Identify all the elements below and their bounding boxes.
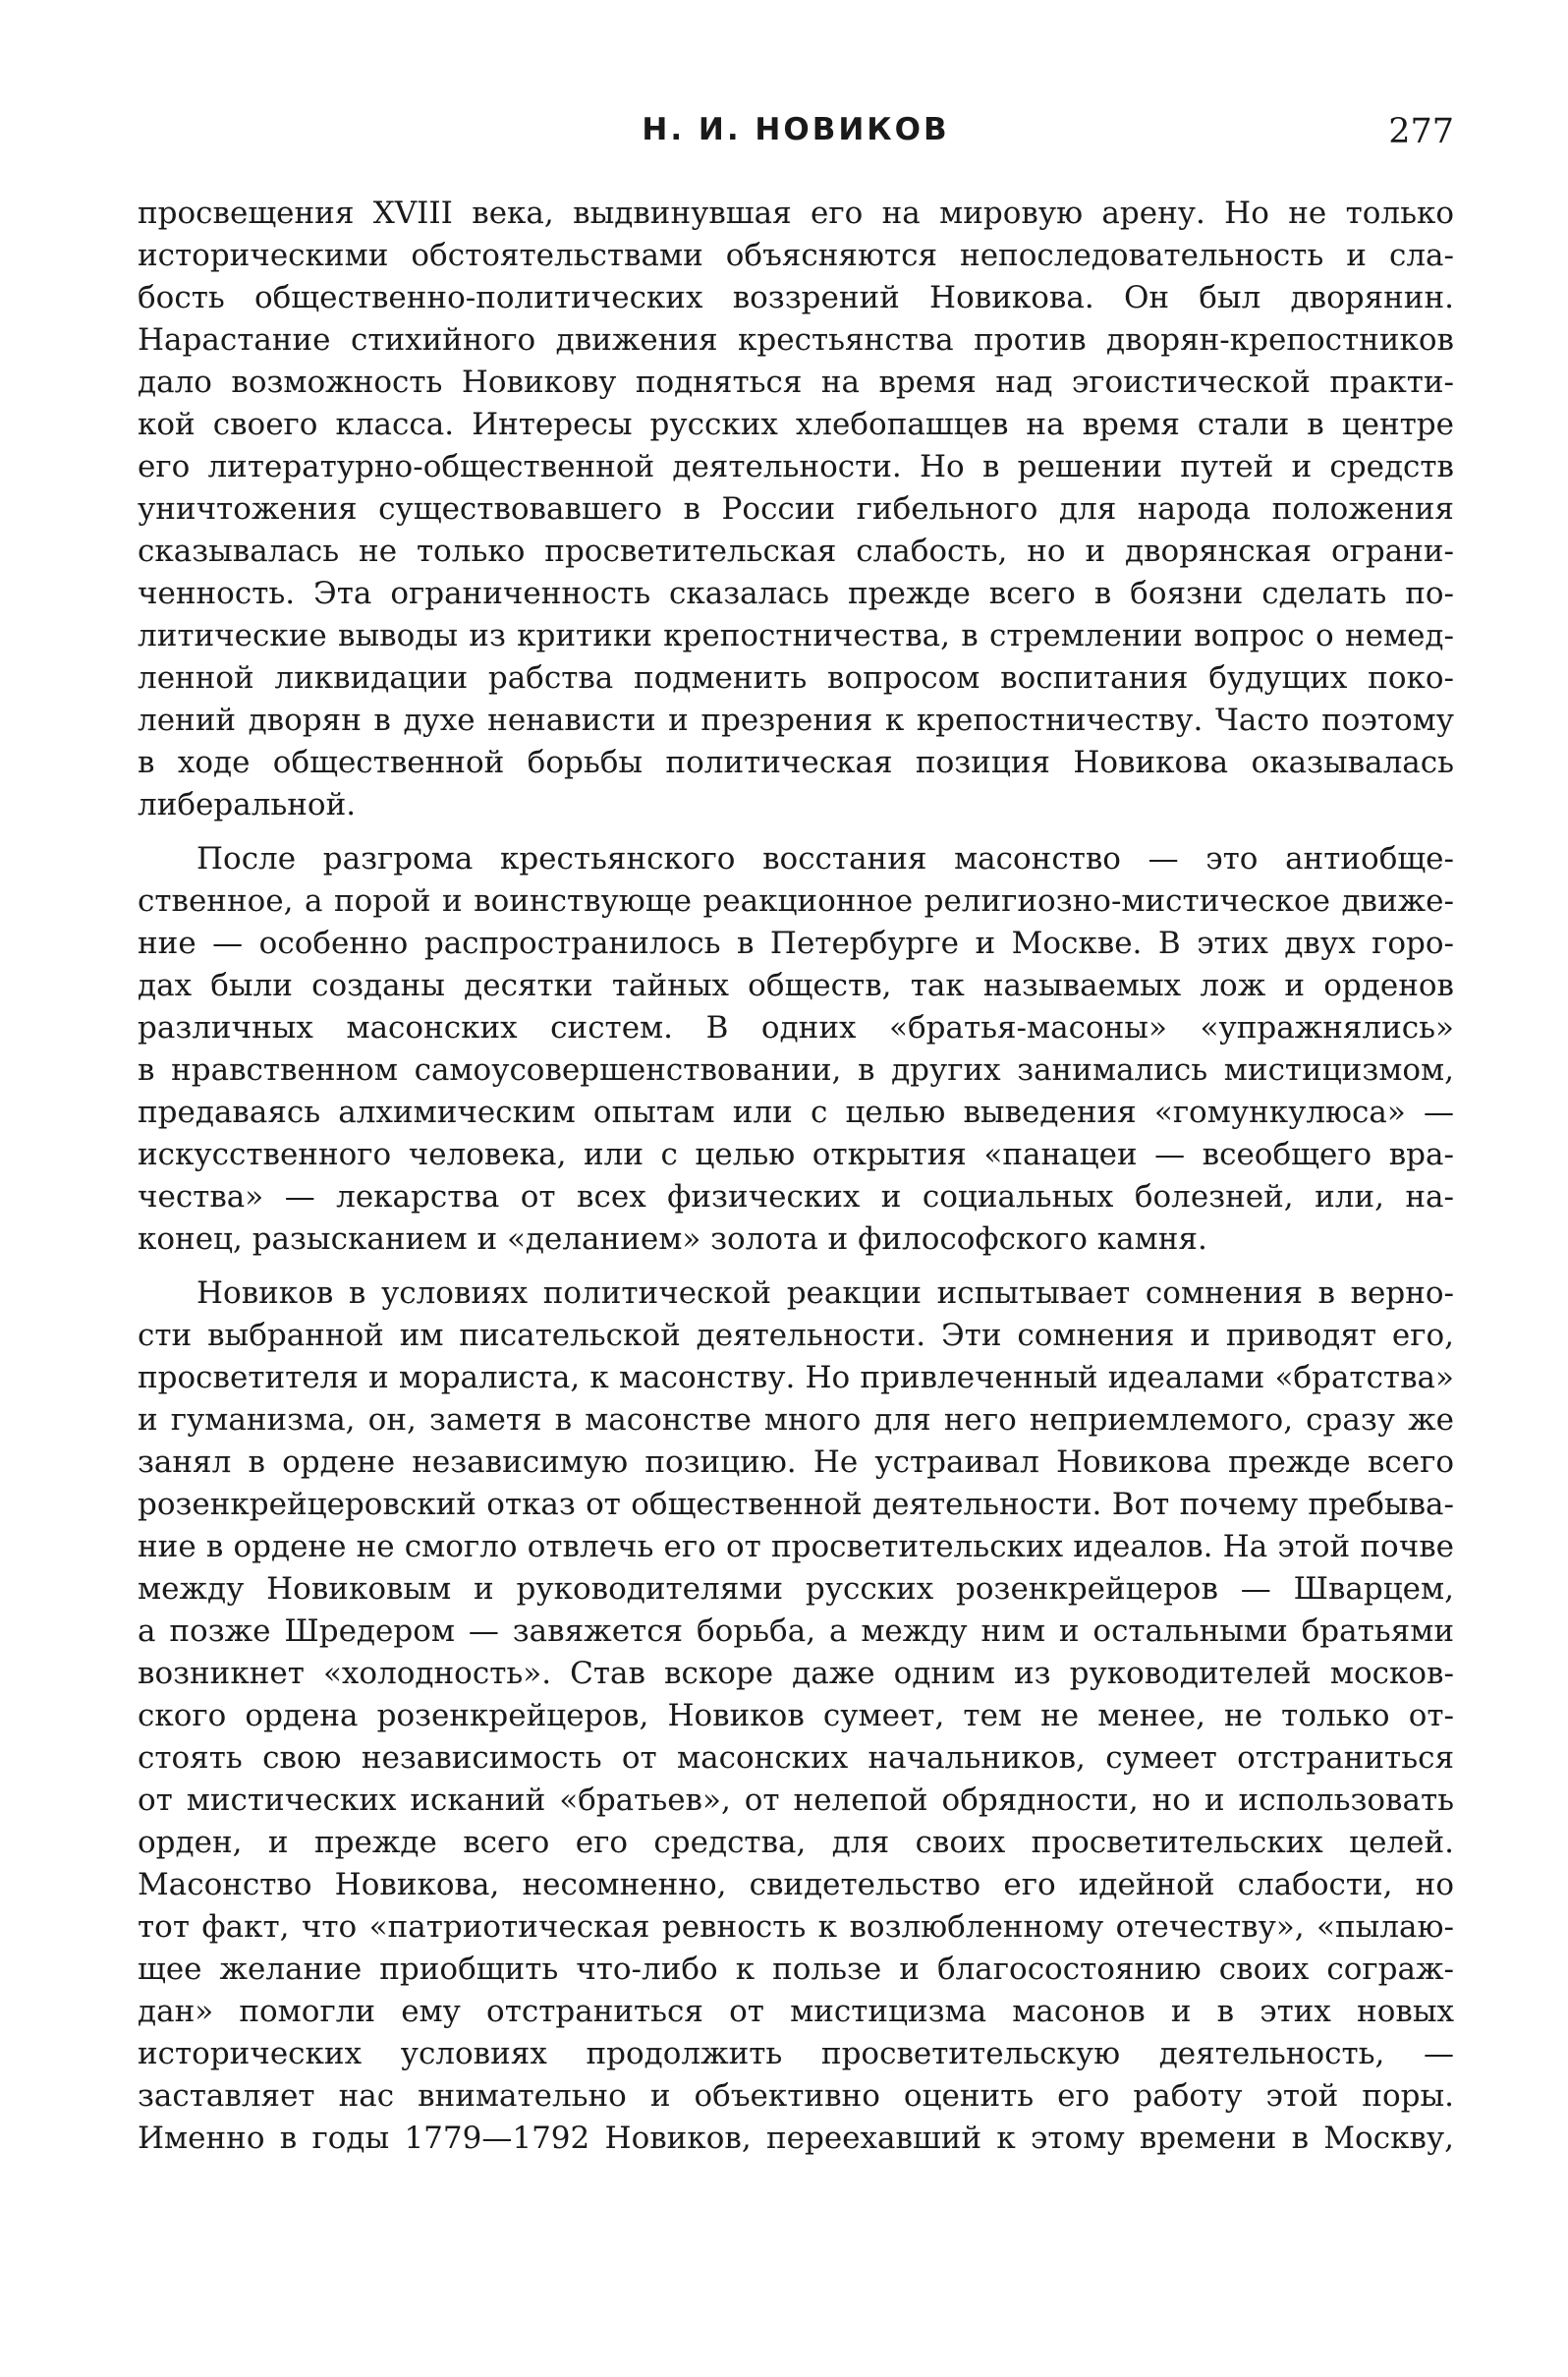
text-line: искусственного человека, или с целью открытия «панацеи — всеобщего вра- — [138, 1137, 1454, 1172]
text-line: предаваясь алхимическим опытам или с целью выведения «гомункулюса» — — [138, 1095, 1454, 1130]
text-line: сказывалась не только просветительская слабость, но и дворянская ограни- — [138, 534, 1454, 569]
text-line: дах были созданы десятки тайных обществ, так называемых лож и орденов — [138, 968, 1454, 1003]
text-line: занял в ордене независимую позицию. Не устраивал Новикова прежде всего — [138, 1444, 1454, 1480]
text-line: возникнет «холодность». Став вскоре даже одним из руководителей москов- — [138, 1656, 1454, 1691]
text-line: щее желание приобщить что-либо к пользе и благосостоянию своих сограж- — [138, 1952, 1454, 1987]
text-line: от мистических исканий «братьев», от нелепой обрядности, но и использовать — [138, 1783, 1454, 1818]
text-line: дало возможность Новикову подняться на время над эгоистической практи- — [138, 365, 1454, 400]
paragraph-3 — [138, 1273, 1454, 2160]
page-number: 277 — [1388, 112, 1454, 151]
text-line: ственное, а порой и воинствующе реакционное религиозно-мистическое движе- — [138, 883, 1454, 919]
text-line: ние в ордене не смогло отвлечь его от просветительских идеалов. На этой почве — [138, 1529, 1454, 1564]
text-line: просвещения XVIII века, выдвинувшая его на мировую арену. Но не только — [138, 196, 1454, 231]
text-line: Новиков в условиях политической реакции испытывает сомнения в верно- — [196, 1275, 1454, 1311]
text-line: Именно в годы 1779—1792 Новиков, переехавший к этому времени в Москву, — [138, 2121, 1454, 2156]
text-line: уничтожения существовавшего в России гибельного для народа положения — [138, 491, 1454, 527]
text-line: сти выбранной им писательской деятельности. Эти сомнения и приводят его, — [138, 1318, 1454, 1353]
text-line: литические выводы из критики крепостничества, в стремлении вопрос о немед- — [138, 618, 1454, 653]
text-line: тот факт, что «патриотическая ревность к возлюбленному отечеству», «пылаю- — [138, 1909, 1454, 1945]
paragraph-2 — [138, 838, 1454, 1261]
text-line: просветителя и моралиста, к масонству. Но привлеченный идеалами «братства» — [138, 1360, 1454, 1395]
text-line: различных масонских систем. В одних «братья-масоны» «упражнялись» — [138, 1010, 1454, 1046]
text-line: Нарастание стихийного движения крестьянства против дворян-крепостников — [138, 322, 1454, 358]
text-line: После разгрома крестьянского восстания масонство — это антиобще- — [196, 841, 1454, 877]
text-line: ского ордена розенкрейцеров, Новиков сумеет, тем не менее, не только от- — [138, 1698, 1454, 1733]
running-head — [138, 102, 1454, 161]
text-line: ние — особенно распространилось в Петербурге и Москве. В этих двух горо- — [138, 926, 1454, 961]
text-line: и гуманизма, он, заметя в масонстве много для него неприемлемого, сразу же — [138, 1402, 1454, 1438]
running-title: Н. И. НОВИКОВ — [642, 112, 950, 147]
text-line: лений дворян в духе ненависти и презрения к крепостничеству. Часто поэтому — [138, 703, 1454, 738]
text-line: ченность. Эта ограниченность сказалась прежде всего в боязни сделать по- — [138, 576, 1454, 611]
paragraph-1 — [138, 193, 1454, 826]
text-line: его литературно-общественной деятельности. Но в решении путей и средств — [138, 449, 1454, 484]
text-line: дан» помогли ему отстраниться от мистицизма масонов и в этих новых — [138, 1994, 1454, 2029]
text-line: кой своего класса. Интересы русских хлебопашцев на время стали в центре — [138, 407, 1454, 442]
text-line: в ходе общественной борьбы политическая позиция Новикова оказывалась — [138, 745, 1454, 780]
text-line: стоять свою независимость от масонских начальников, сумеет отстраниться — [138, 1740, 1454, 1776]
text-line: заставляет нас внимательно и объективно оценить его работу этой поры. — [138, 2078, 1454, 2114]
text-line: конец, разысканием и «деланием» золота и философского камня. — [138, 1221, 1207, 1257]
text-line: исторических условиях продолжить просветительскую деятельность, — — [138, 2036, 1454, 2071]
text-line: либеральной. — [138, 787, 357, 822]
text-line: историческими обстоятельствами объясняются непоследовательность и сла- — [138, 238, 1454, 273]
text-line: между Новиковым и руководителями русских розенкрейцеров — Шварцем, — [138, 1571, 1454, 1607]
text-line: орден, и прежде всего его средства, для своих просветительских целей. — [138, 1825, 1454, 1860]
text-line: Масонство Новикова, несомненно, свидетельство его идейной слабости, но — [138, 1867, 1454, 1902]
text-line: ленной ликвидации рабства подменить вопросом воспитания будущих поко- — [138, 660, 1454, 696]
text-line: в нравственном самоусовершенствовании, в других занимались мистицизмом, — [138, 1052, 1454, 1088]
text-line: а позже Шредером — завяжется борьба, а между ним и остальными братьями — [138, 1613, 1454, 1649]
text-line: чества» — лекарства от всех физических и социальных болезней, или, на- — [138, 1179, 1454, 1215]
text-line: розенкрейцеровский отказ от общественной деятельности. Вот почему пребыва- — [138, 1487, 1454, 1522]
text-body — [138, 193, 1454, 2160]
text-line: бость общественно-политических воззрений Новикова. Он был дворянин. — [138, 280, 1454, 315]
